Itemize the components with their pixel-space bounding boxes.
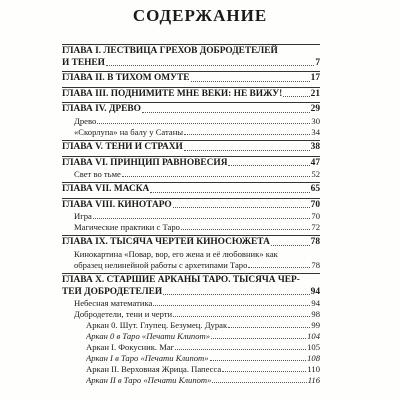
chapter-divider [62,235,320,236]
chapter-divider [62,102,320,103]
toc-page-number: 65 [310,184,320,195]
toc-page-number: 38 [310,141,320,152]
toc-dot-leader [271,245,310,246]
toc-page-number: 98 [311,309,320,320]
toc-entry-title: «Скорлупа» на балу у Сатаны [74,126,184,137]
toc-dot-leader [228,165,309,166]
toc-entry [62,169,320,180]
toc-entry [62,184,320,196]
toc-entry-title: Древо [74,115,97,126]
toc-dot-leader [163,294,309,295]
toc-entry [62,211,320,222]
toc-entry [62,237,320,249]
toc-dot-leader [150,192,309,193]
page-title: СОДЕРЖАНИЕ [132,6,268,25]
chapter-divider [62,182,320,183]
toc-entry-title: Аркан II. Верховная Жрица. Папесса [86,364,222,375]
toc-entry-title: Аркан 0. Шут. Глупец. Безумец. Дурак [86,320,228,331]
toc-entry [62,158,320,170]
toc-dot-leader [153,305,310,306]
chapter-divider [62,87,320,88]
toc-page-number: 34 [311,126,320,137]
toc-entry [62,200,320,212]
toc-dot-leader [210,360,307,361]
toc-dot-leader [228,327,310,328]
toc-page-number: 108 [307,353,320,364]
toc-entry-title: ГЛАВА IX. ТЫСЯЧА ЧЕРТЕЙ КИНОСЮЖЕТА [62,237,270,248]
toc-dot-leader [142,112,310,113]
toc-entry-title-line: Кинокартина «Повар, вор, его жена и её любовник» как [74,248,278,259]
toc-page-number: 70 [310,199,320,210]
toc-dot-leader [248,267,310,268]
toc-dot-leader [97,123,310,124]
toc-dot-leader [191,81,310,82]
toc-entry-title: ГЛАВА V. ТЕНИ И СТРАХИ [62,141,183,152]
toc-page-number: 99 [311,320,320,331]
toc-entry-title: Небесная математика [74,298,153,309]
toc-dot-leader [173,207,310,208]
toc-entry-title: ГЛАВА VII. МАСКА [62,184,150,195]
toc-entry [62,58,320,70]
table-of-contents [62,42,320,386]
toc-entry-title: Аркан 0 в Таро «Печати Клипот» [86,331,210,342]
toc-entry [62,116,320,127]
toc-page-number: 110 [307,364,320,375]
toc-entry [62,89,320,101]
toc-page-number: 94 [310,286,320,297]
chapter-divider [62,273,320,274]
toc-dot-leader [93,218,311,219]
toc-page-number: 104 [307,331,320,342]
toc-entry-title: Аркан II в Таро «Печати Клипот» [86,375,212,386]
toc-entry-title: Аркан I в Таро «Печати Клипот» [86,353,209,364]
toc-page-number: 105 [307,342,320,353]
toc-entry [62,309,320,320]
toc-entry-title: ГЛАВА IV. ДРЕВО [62,104,141,115]
toc-dot-leader [173,316,310,317]
toc-page-number: 94 [311,298,320,309]
toc-dot-leader [175,349,306,350]
toc-dot-leader [184,134,310,135]
chapter-divider [62,44,320,45]
toc-dot-leader [106,65,314,66]
toc-entry [62,331,320,342]
toc-entry-title: ГЛАВА VIII. КИНОТАРО [62,199,172,210]
toc-entry-title: Магические практики с Таро [74,222,180,233]
toc-dot-leader [211,338,306,339]
toc-dot-leader [222,371,306,372]
chapter-divider [62,71,320,72]
toc-entry [62,287,320,299]
toc-entry [62,342,320,353]
toc-page-number: 116 [307,375,320,386]
toc-entry [62,142,320,154]
toc-page-number: 52 [311,169,320,180]
toc-dot-leader [212,382,306,383]
toc-page-number: 70 [311,211,320,222]
toc-page-number: 72 [311,222,320,233]
toc-entry [62,320,320,331]
toc-entry-title: Игра [74,211,92,222]
toc-dot-leader [283,96,309,97]
chapter-divider [62,198,320,199]
toc-entry-title: ГЛАВА II. В ТИХОМ ОМУТЕ [62,73,190,84]
toc-entry-title: И ТЕНЕЙ [62,57,105,68]
chapter-divider [62,156,320,157]
toc-entry [62,298,320,309]
toc-entry [62,260,320,271]
toc-page-number: 21 [310,88,320,99]
toc-dot-leader [181,229,310,230]
toc-page-number: 30 [311,115,320,126]
toc-entry [62,375,320,386]
toc-page-number: 47 [310,157,320,168]
toc-entry-title: Аркан I. Фокусник. Маг [86,342,175,353]
toc-entry [62,222,320,233]
toc-entry-title: образец нелинейной работы с архетипами Таро [74,259,248,270]
toc-entry [62,73,320,85]
toc-page-number: 29 [310,104,320,115]
toc-entry-title: Добродетели, тени и черти [74,309,173,320]
toc-dot-leader [122,176,311,177]
toc-page-number: 17 [310,73,320,84]
toc-entry-title: ТЕЙ ДОБРОДЕТЕЛЕЙ [62,286,163,297]
toc-entry-title: Свет во тьме [74,169,121,180]
toc-entry [62,364,320,375]
toc-entry [62,127,320,138]
toc-page-number: 7 [315,57,320,68]
toc-entry [62,104,320,116]
toc-entry-title: ГЛАВА VI. ПРИНЦИП РАВНОВЕСИЯ [62,157,228,168]
toc-page-number: 78 [311,259,320,270]
toc-entry-title-line: ГЛАВА I. ЛЕСТВИЦА ГРЕХОВ ДОБРОДЕТЕЛЕЙ [62,46,278,56]
chapter-divider [62,140,320,141]
toc-dot-leader [184,150,310,151]
toc-page-number: 78 [310,237,320,248]
toc-entry-title: ГЛАВА III. ПОДНИМИТЕ МНЕ ВЕКИ: НЕ ВИЖУ! [62,88,283,99]
toc-entry [62,353,320,364]
toc-entry-title-line: ГЛАВА X. СТАРШИЕ АРКАНЫ ТАРО. ТЫСЯЧА ЧЕР- [62,274,300,285]
